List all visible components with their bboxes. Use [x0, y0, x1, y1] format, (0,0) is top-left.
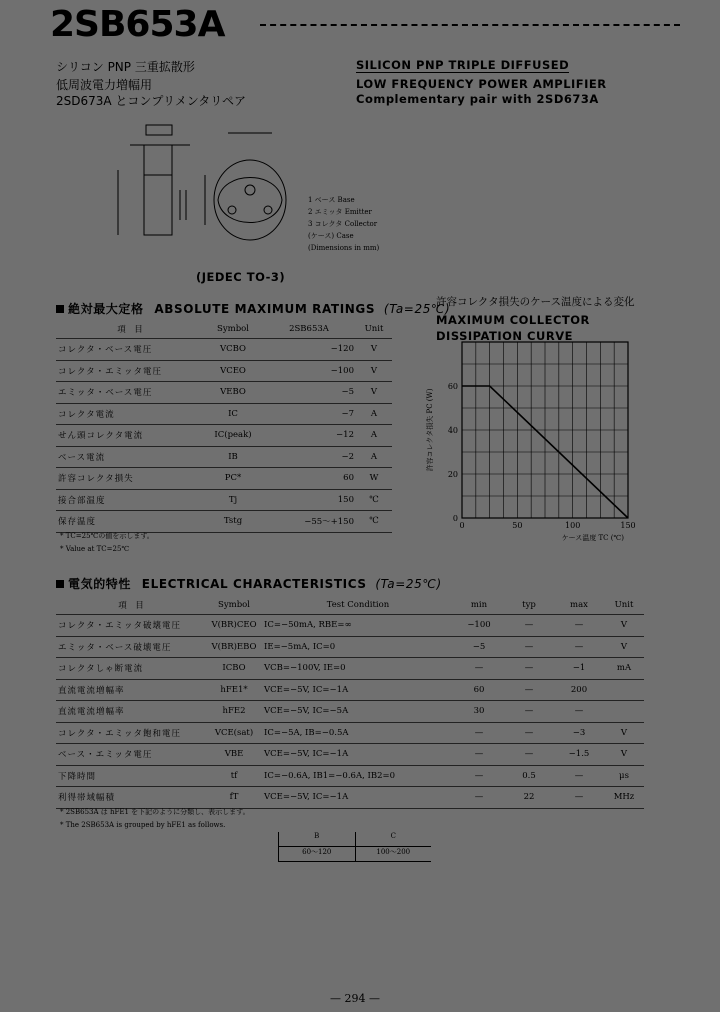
section-bullet — [56, 580, 64, 588]
cell-typ: — — [524, 727, 534, 738]
table-row — [56, 446, 392, 468]
cell-item: コレクタしゃ断電流 — [58, 664, 144, 675]
cell-symbol: fT — [229, 792, 239, 803]
cell-item: ベース電流 — [58, 452, 106, 463]
pin-legend — [308, 194, 379, 254]
table-row — [56, 787, 644, 809]
table-row — [56, 679, 644, 701]
package-outline-drawing — [110, 115, 300, 265]
dissipation-chart — [420, 334, 650, 550]
cell-min: −5 — [472, 641, 486, 652]
cell-symbol: ICBO — [222, 663, 246, 674]
cell-value: −120 — [330, 344, 354, 355]
cell-symbol: VCBO — [219, 344, 246, 355]
table-row — [56, 701, 644, 723]
col-header-symbol: Symbol — [217, 324, 249, 334]
note-line: * Value at TC=25℃ — [60, 545, 130, 553]
table-row — [56, 722, 644, 744]
chart-title-jp: 許容コレクタ損失のケース温度による変化 — [436, 296, 635, 308]
table-row — [56, 489, 392, 511]
cell-symbol: tf — [230, 770, 238, 781]
cell-typ: 0.5 — [522, 770, 536, 781]
y-tick-label: 40 — [447, 426, 458, 435]
cell-cond: VCE=−5V, IC=−1A — [264, 749, 349, 760]
cell-max: 200 — [570, 684, 588, 695]
cell-symbol: PC* — [224, 473, 242, 484]
cell-item: 許容コレクタ損失 — [58, 474, 134, 485]
cell-max: — — [574, 641, 584, 652]
col-header-unit: Unit — [614, 600, 634, 610]
table-row — [56, 744, 644, 766]
cell-cond: VCB=−100V, IE=0 — [264, 663, 346, 674]
jp-type: シリコン PNP 三重拡散形 — [56, 60, 195, 74]
table-row — [56, 765, 644, 787]
table-row — [56, 636, 644, 658]
table-row — [56, 382, 392, 404]
cell-value: −100 — [330, 365, 354, 376]
cell-unit: MHz — [613, 792, 635, 803]
cell-unit — [604, 701, 644, 723]
cell-symbol: V(BR)CEO — [211, 620, 257, 631]
cell-unit: V — [370, 365, 378, 376]
y-tick-label: 60 — [447, 382, 458, 391]
cell-min: 30 — [473, 706, 485, 717]
cell-item: コレクタ・エミッタ破壊電圧 — [58, 621, 181, 632]
cell-symbol: V(BR)EBO — [211, 641, 257, 652]
cell-min: 60 — [473, 684, 485, 695]
cell-unit: V — [370, 344, 378, 355]
cell-unit: V — [620, 749, 628, 760]
cell-min: — — [474, 749, 484, 760]
col-header-max: max — [570, 600, 588, 610]
cell-item: ベース・エミッタ電圧 — [58, 750, 153, 761]
part-number-title: 2SB653A — [50, 4, 225, 45]
cell-typ: 22 — [523, 792, 535, 803]
col-header-unit: Unit — [364, 324, 384, 334]
cell-typ: — — [524, 620, 534, 631]
cell-unit: V — [370, 387, 378, 398]
pin-label: 2 エミッタ Emitter — [308, 208, 372, 216]
jp-use: 低周波電力増幅用 — [56, 78, 153, 92]
table-row — [56, 360, 392, 382]
elec-notes — [60, 806, 250, 832]
x-tick-label: 0 — [459, 521, 465, 530]
cell-symbol: VEBO — [220, 387, 246, 398]
cell-item: 直流電流増幅率 — [58, 685, 125, 696]
cell-min: — — [474, 792, 484, 803]
cell-cond: IE=−5mA, IC=0 — [264, 641, 336, 652]
elec-title-jp: 電気的特性 — [68, 577, 132, 591]
cell-unit: mA — [616, 663, 632, 674]
section-bullet — [56, 305, 64, 313]
cell-value: −2 — [341, 451, 354, 462]
cell-symbol: VCE(sat) — [214, 727, 254, 738]
cell-unit — [604, 679, 644, 701]
note-line: * TC=25℃の値を示します。 — [60, 532, 154, 540]
cell-cond: VCE=−5V, IC=−5A — [264, 706, 349, 717]
cell-item: コレクタ・ベース電圧 — [58, 345, 153, 356]
cell-value: −55〜+150 — [304, 517, 354, 528]
cell-symbol: hFE1* — [220, 684, 248, 695]
col-header-min: min — [470, 600, 488, 610]
cell-value: −12 — [336, 430, 354, 441]
abs-max-notes — [60, 530, 154, 556]
table-row — [56, 425, 392, 447]
cell-unit: μs — [619, 770, 629, 781]
cell-max: — — [574, 770, 584, 781]
cell-item: せん頭コレクタ電流 — [58, 431, 144, 442]
cell-typ: — — [524, 663, 534, 674]
cell-item: 保存温度 — [58, 517, 97, 528]
cell-cond: IC=−0.6A, IB1=−0.6A, IB2=0 — [264, 770, 396, 781]
jp-complement: 2SD673A とコンプリメンタリペア — [56, 94, 246, 108]
cell-symbol: hFE2 — [222, 706, 246, 717]
table-header-row — [56, 596, 644, 615]
cell-min: — — [474, 727, 484, 738]
cell-symbol: Tstg — [223, 516, 243, 527]
y-axis-label: 許容コレクタ損失 PC (W) — [426, 388, 434, 472]
dimension-unit-note: (Dimensions in mm) — [308, 244, 380, 252]
cell-symbol: VBE — [224, 749, 244, 760]
table-row — [56, 339, 392, 361]
cell-unit: V — [620, 641, 628, 652]
cell-item: コレクタ・エミッタ電圧 — [58, 366, 162, 377]
cell-symbol: IB — [228, 451, 238, 462]
cell-typ: — — [524, 684, 534, 695]
elec-condition: (Ta=25℃) — [375, 577, 442, 591]
cell-cond: IC=−50mA, RBE=∞ — [264, 620, 352, 631]
title-rule — [260, 24, 680, 28]
cell-unit: A — [370, 451, 378, 462]
elec-heading — [56, 575, 442, 592]
x-axis-label: ケース温度 TC (℃) — [561, 534, 624, 542]
cell-value: 150 — [337, 494, 354, 505]
cell-cond: VCE=−5V, IC=−1A — [264, 684, 349, 695]
abs-max-condition: (Ta=25℃) — [383, 302, 451, 316]
elec-table — [56, 596, 644, 809]
cell-symbol: IC — [228, 408, 238, 419]
col-header-typ: typ — [522, 600, 536, 610]
cell-unit: ℃ — [369, 516, 379, 527]
cell-item: 利得帯域幅積 — [58, 793, 116, 804]
group-header: B — [279, 832, 356, 846]
cell-min: — — [474, 663, 484, 674]
abs-max-title-en: ABSOLUTE MAXIMUM RATINGS — [154, 302, 376, 316]
cell-cond: VCE=−5V, IC=−1A — [264, 792, 349, 803]
cell-value: −5 — [341, 387, 354, 398]
cell-unit: A — [370, 430, 378, 441]
group-range: 100〜200 — [376, 848, 411, 856]
group-header: C — [390, 832, 396, 840]
col-header-item: 項 目 — [117, 325, 143, 335]
cell-max: — — [574, 792, 584, 803]
cell-item: 直流電流増幅率 — [58, 707, 125, 718]
table-row — [56, 615, 644, 637]
cell-typ: — — [524, 706, 534, 717]
cell-max: −3 — [572, 727, 586, 738]
x-tick-label: 50 — [512, 521, 523, 530]
note-line: * 2SB653A は hFE1 を下記のように分類し、表示します。 — [60, 808, 250, 816]
abs-max-heading — [56, 300, 450, 317]
abs-max-table — [56, 320, 392, 533]
en-use: LOW FREQUENCY POWER AMPLIFIER — [356, 77, 607, 91]
cell-cond: IC=−5A, IB=−0.5A — [264, 727, 349, 738]
cell-unit: V — [620, 620, 628, 631]
pin-label: 1 ベース Base — [308, 196, 355, 204]
cell-symbol: IC(peak) — [214, 430, 252, 441]
elec-title-en: ELECTRICAL CHARACTERISTICS — [141, 577, 367, 591]
cell-unit: ℃ — [369, 494, 379, 505]
table-row — [56, 403, 392, 425]
col-header-item: 項 目 — [118, 601, 144, 611]
cell-max: −1.5 — [568, 749, 590, 760]
col-header-symbol: Symbol — [218, 600, 250, 610]
pin-label: 3 コレクタ Collector — [308, 220, 378, 228]
cell-item: 接合部温度 — [58, 495, 106, 506]
cell-item: コレクタ電流 — [58, 409, 115, 420]
package-caption: (JEDEC TO-3) — [196, 270, 286, 284]
x-tick-label: 100 — [565, 521, 581, 530]
table-row — [56, 658, 644, 680]
cell-symbol: Tj — [228, 494, 238, 505]
x-tick-label: 150 — [620, 521, 636, 530]
cell-unit: V — [620, 727, 628, 738]
en-type: SILICON PNP TRIPLE DIFFUSED — [356, 58, 570, 72]
cell-min: — — [474, 770, 484, 781]
note-line: * The 2SB653A is grouped by hFE1 as follows. — [60, 821, 226, 829]
cell-item: 下降時間 — [58, 771, 97, 782]
cell-item: コレクタ・エミッタ飽和電圧 — [58, 728, 181, 739]
y-tick-label: 20 — [447, 470, 458, 479]
cell-typ: — — [524, 749, 534, 760]
cell-max: — — [574, 620, 584, 631]
col-header-part: 2SB653A — [289, 324, 329, 334]
table-row — [56, 468, 392, 490]
cell-min: −100 — [467, 620, 491, 631]
cell-item: エミッタ・ベース電圧 — [58, 388, 153, 399]
table-row — [56, 511, 392, 533]
table-header-row — [56, 320, 392, 339]
pin-label: (ケース) Case — [308, 232, 354, 240]
cell-unit: A — [370, 408, 378, 419]
cell-typ: — — [524, 641, 534, 652]
y-tick-label: 0 — [452, 514, 458, 523]
cell-max: −1 — [572, 663, 586, 674]
cell-symbol: VCEO — [220, 365, 246, 376]
hfe-grouping-table — [278, 832, 431, 862]
cell-max: — — [574, 706, 584, 717]
cell-value: 60 — [343, 473, 354, 484]
abs-max-title-jp: 絶対最大定格 — [68, 302, 144, 316]
cell-value: −7 — [341, 408, 354, 419]
page-number: — 294 — — [330, 992, 380, 1005]
en-complement: Complementary pair with 2SD673A — [356, 92, 599, 106]
cell-item: エミッタ・ベース破壊電圧 — [58, 642, 172, 653]
group-range: 60〜120 — [279, 847, 356, 861]
chart-title-en: MAXIMUM COLLECTOR DISSIPATION CURVE — [436, 313, 590, 343]
col-header-condition: Test Condition — [326, 600, 390, 610]
cell-unit: W — [369, 473, 379, 484]
